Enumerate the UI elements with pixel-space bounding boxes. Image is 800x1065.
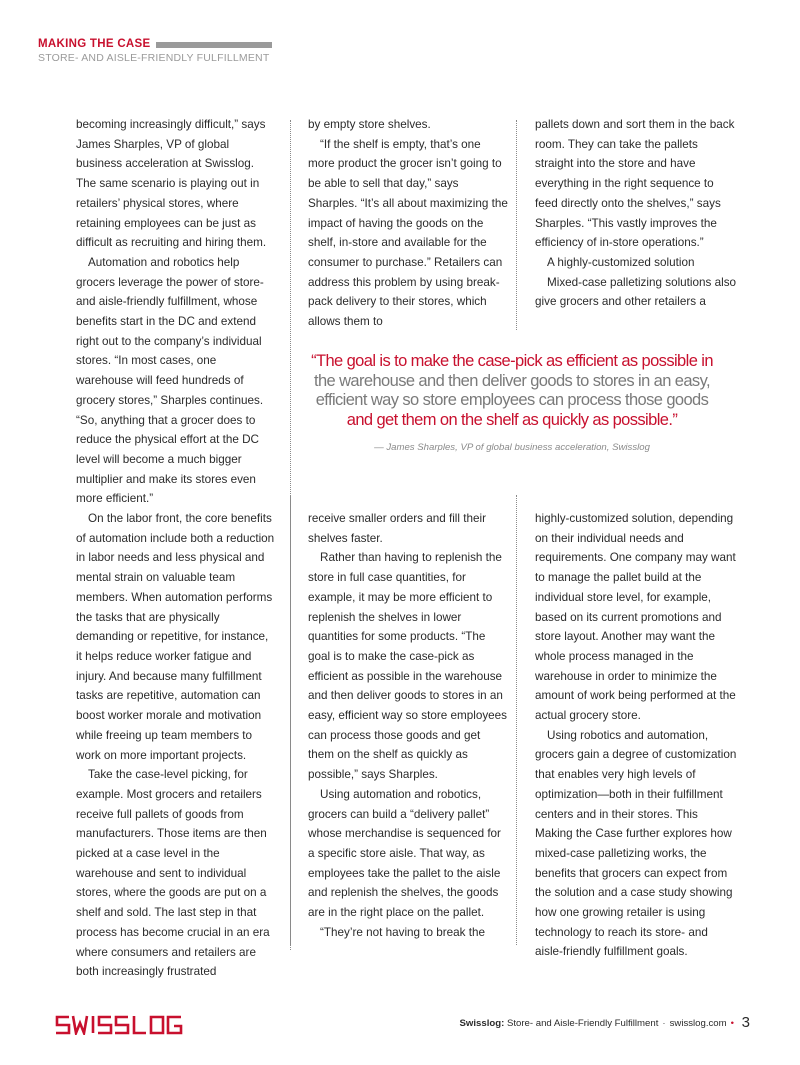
column-divider — [516, 120, 517, 330]
paragraph: receive smaller orders and fill their shelves faster. — [308, 512, 486, 545]
header-rule — [156, 42, 272, 48]
pull-quote-attribution: — James Sharples, VP of global business acceleration, Swisslog — [374, 442, 650, 453]
column-divider — [516, 495, 517, 945]
footer-separator: · — [662, 1018, 666, 1029]
paragraph: Rather than having to replenish the store in full case quantities, for example, it may be more efficient to replenish the shelves in lower quantities for some products. “The goal is to make the case-pick as efficient as possible in the warehouse and then deliver goods to stores in an easy, efficient way so store employees can process those goods and get them on the shelf as quickly as possible,” says Sharples. — [308, 551, 508, 782]
pull-quote-line: the warehouse and then deliver goods to stores in an easy, — [313, 371, 710, 390]
section-label: MAKING THE CASE — [38, 38, 151, 50]
paragraph: Take the case-level picking, for example. Most grocers and retailers receive full pallets of goods from manufacturers. Those items are then picked at a case level in the warehouse and sent to individual stores, where the goods are put on a shelf and sold. The last step in that process has become crucial in an era where consumers and retailers are both increasingly frustrated — [76, 768, 270, 979]
pull-quote-line: and get them on the shelf as quickly as possible.” — [346, 410, 678, 429]
swisslog-logo — [55, 1015, 183, 1040]
body-column-3-bottom — [535, 509, 737, 962]
page-number: 3 — [741, 1014, 750, 1031]
footer-bullet: • — [730, 1018, 734, 1029]
paragraph: Using robotics and automation, grocers gain a degree of customization that enables very high levels of optimization—both in their fulfillment centers and in their stores. This Making the Case further explores how mixed-case palletizing works, the benefits that grocers can expect from the solution and a case study showing how one growing retailer is using technology to reach its store- and aisle-friendly fulfillment goals. — [535, 728, 737, 959]
paragraph: “They’re not having to break the — [320, 925, 486, 939]
paragraph: highly-customized solution, depending on their individual needs and requirements. One company may want to manage the pallet build at the individual store level, for example, based on its current promotions and store layout. Another may want the whole process managed in the warehouse in order to minimize the amount of work being performed at the actual grocery store. — [535, 512, 736, 723]
swisslog-logo-mark — [55, 1015, 183, 1035]
body-column-3-top — [535, 115, 737, 312]
paragraph: pallets down and sort them in the back room. They can take the pallets straight into the store and have everything in the right sequence to feed directly onto the shelves,” says Sharples. “This vastly improves the efficiency of in-store operations.” — [535, 118, 735, 250]
subheading: A highly-customized solution — [547, 255, 695, 269]
pull-quote — [300, 352, 724, 453]
footer-title: Store- and Aisle-Friendly Fulfillment — [504, 1018, 659, 1029]
paragraph: On the labor front, the core benefits of automation include both a reduction in labor needs and less physical and mental strain on valuable team members. When automation performs the tasks that are physically demanding or repetitive, for instance, it helps reduce worker fatigue and injury. And because many fulfillment tasks are repetitive, automation can boost worker morale and motivation while freeing up team members to work on more important projects. — [76, 512, 275, 762]
paragraph: Mixed-case palletizing solutions also give grocers and other retailers a — [535, 275, 737, 309]
paragraph: “If the shelf is empty, that’s one more product the grocer isn’t going to be able to sell that day,” says Sharples. “It’s all about maximizing the impact of having the goods on the shelf, in-store and available for the consumer to purchase.” Retailers can address this problem by using break-pack delivery to their stores, which allows them to — [308, 137, 508, 329]
paragraph: Using automation and robotics, grocers can build a “delivery pallet” whose merchandise is sequenced for a specific store aisle. That way, as employees take the pallet to the aisle and replenish the shelves, the goods are in the right place on the pallet. — [308, 787, 501, 920]
paragraph: Automation and robotics help grocers leverage the power of store- and aisle-friendly fulfillment, whose benefits start in the DC and extend right out to the company’s individual stores. “In most cases, one warehouse will feed hundreds of grocery stores,” Sharples continues. “So, anything that a grocer does to reduce the physical effort at the DC level will become a much bigger multiplier and make its stores even more efficient.” — [76, 255, 264, 506]
paragraph: becoming increasingly difficult,” says James Sharples, VP of global business acceleration at Swisslog. The same scenario is playing out in retailers’ physical stores, where retaining employees can be just as difficult as recruiting and hiring them. — [76, 118, 267, 250]
body-column-2-top — [308, 115, 508, 332]
page-header — [38, 38, 272, 64]
section-subtitle: STORE- AND AISLE-FRIENDLY FULFILLMENT — [38, 52, 270, 64]
paragraph: by empty store shelves. — [308, 118, 431, 131]
pull-quote-line: efficient way so store employees can process those goods — [315, 391, 709, 409]
footer-brand: Swisslog: — [459, 1018, 505, 1029]
body-column-1 — [76, 115, 276, 982]
body-column-2-bottom — [308, 509, 508, 942]
page-footer — [0, 1010, 800, 1040]
column-divider — [290, 495, 291, 945]
footer-caption — [460, 1018, 738, 1029]
pull-quote-line: “The goal is to make the case-pick as efficient as possible in — [311, 352, 713, 370]
footer-url: swisslog.com — [669, 1018, 727, 1029]
